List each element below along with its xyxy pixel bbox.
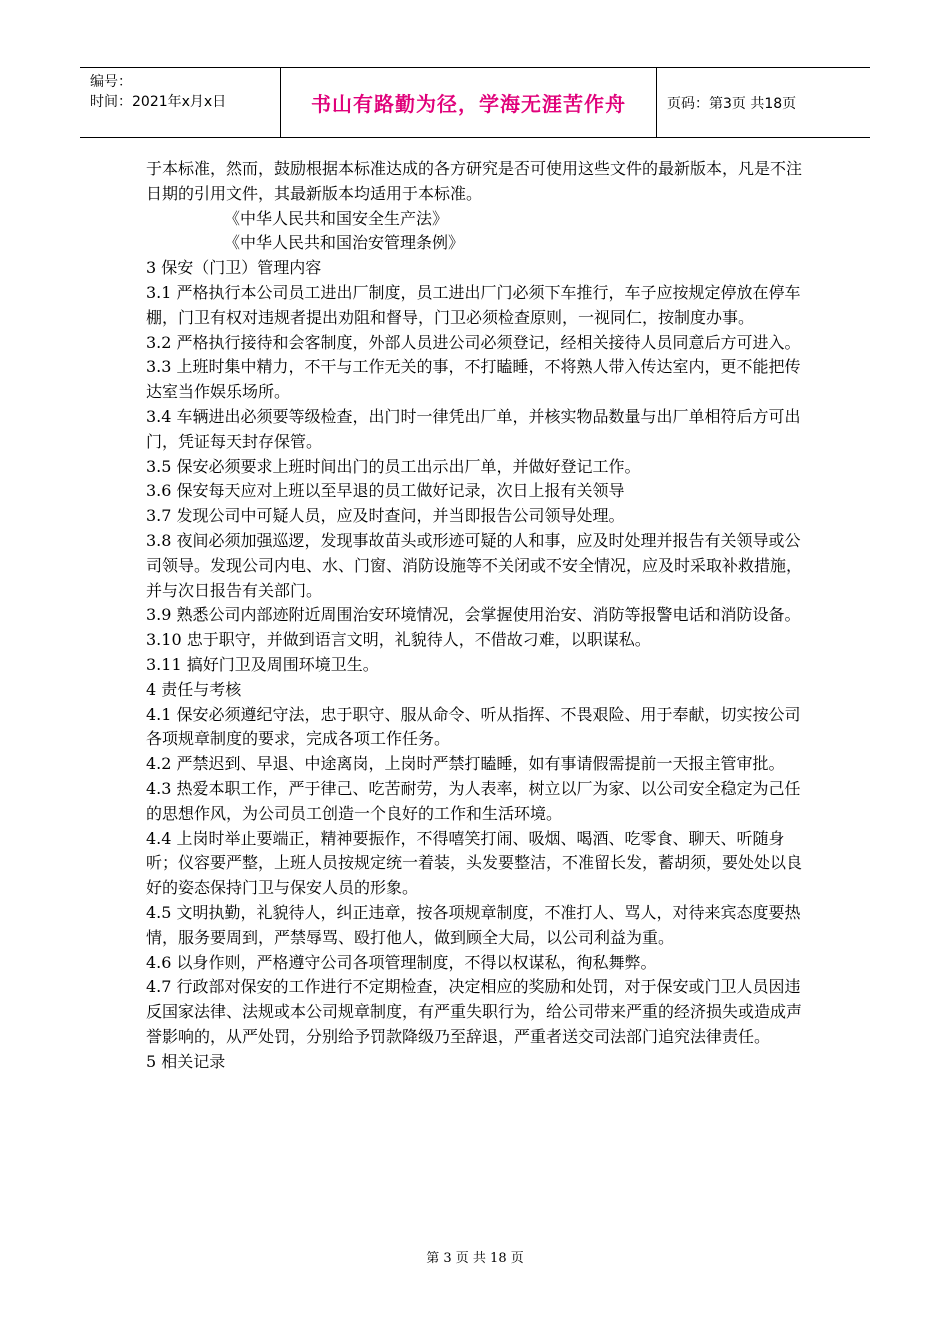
- reference-law-title: 《中华人民共和国安全生产法》: [224, 208, 449, 228]
- header-page-cell: [657, 68, 870, 137]
- clause: 3.10 忠于职守，并做到语言文明，礼貌待人，不借故刁难，以职谋私。: [146, 630, 651, 650]
- section-heading: 5 相关记录: [146, 1051, 226, 1071]
- clause: 3.4 车辆进出必须要等级检查，出门时一律凭出厂单，并核实物品数量与出厂单相符后方可出门，凭证每天封存保管。: [146, 406, 801, 451]
- clause: 4.7 行政部对保安的工作进行不定期检查，决定相应的奖励和处罚，对于保安或门卫人员因违反国家法律、法规或本公司规章制度，有严重失职行为，给公司带来严重的经济损失或造成声誉影响的，从严处罚，分别给予罚款降级乃至辞退，严重者送交司法部门追究法律责任。: [146, 977, 803, 1046]
- clause: 4.1 保安必须遵纪守法，忠于职守、服从命令、听从指挥、不畏艰险、用于奉献，切实按公司各项规章制度的要求，完成各项工作任务。: [146, 704, 801, 749]
- header-motto-cell: [280, 68, 657, 137]
- page-header: [80, 67, 870, 138]
- document-time-label: 时间：2021年x月x日: [90, 94, 227, 110]
- section-heading: 4 责任与考核: [146, 679, 242, 699]
- clause: 3.8 夜间必须加强巡逻，发现事故苗头或形迹可疑的人和事，应及时处理并报告有关领导或公司领导。发现公司内电、水、门窗、消防设施等不关闭或不安全情况，应及时采取补救措施，并与次日报告有关部门。: [146, 530, 803, 600]
- paragraph: 于本标准，然而，鼓励根据本标准达成的各方研究是否可使用这些文件的最新版本，凡是不注日期的引用文件，其最新版本均适用于本标准。: [146, 159, 803, 203]
- reference-regulation-title: 《中华人民共和国治安管理条例》: [224, 233, 465, 253]
- clause: 3.6 保安每天应对上班以至早退的员工做好记录，次日上报有关领导: [146, 481, 625, 501]
- clause: 4.2 严禁迟到、早退、中途离岗，上岗时严禁打瞌睡，如有事请假需提前一天报主管审批。: [146, 754, 785, 774]
- clause: 3.2 严格执行接待和会客制度，外部人员进公司必须登记，经相关接待人员同意后方可进入。: [146, 332, 801, 352]
- clause: 4.6 以身作则，严格遵守公司各项管理制度，不得以权谋私，徇私舞弊。: [146, 952, 657, 972]
- clause: 3.7 发现公司中可疑人员，应及时查问，并当即报告公司领导处理。: [146, 506, 625, 526]
- clause: 4.5 文明执勤，礼貌待人，纠正违章，按各项规章制度，不准打人、骂人，对待来宾态度要热情，服务要周到，严禁辱骂、殴打他人，做到顾全大局，以公司利益为重。: [146, 902, 801, 947]
- header-meta: [80, 68, 280, 137]
- clause: 3.9 熟悉公司内部迹附近周围治安环境情况，会掌握使用治安、消防等报警电话和消防设备。: [146, 605, 801, 625]
- section-heading: 3 保安（门卫）管理内容: [146, 258, 322, 278]
- clause: 4.4 上岗时举止要端正，精神要振作，不得嘻笑打闹、吸烟、喝酒、吃零食、聊天、听随身听；仪容要严整，上班人员按规定统一着装，头发要整洁，不准留长发，蓄胡须，要处处以良好的姿态保持门卫与保安人员的形象。: [146, 828, 803, 898]
- clause: 4.3 热爱本职工作，严于律己、吃苦耐劳，为人表率，树立以厂为家、以公司安全稳定为己任的思想作风，为公司员工创造一个良好的工作和生活环境。: [146, 778, 801, 823]
- header-motto: 书山有路勤为径，学海无涯苦作舟: [311, 92, 626, 116]
- clause: 3.5 保安必须要求上班时间出门的员工出示出厂单，并做好登记工作。: [146, 456, 641, 476]
- clause: 3.1 严格执行本公司员工进出厂制度，员工进出厂门必须下车推行，车子应按规定停放在停车棚，门卫有权对违规者提出劝阻和督导，门卫必须检查原则，一视同仁，按制度办事。: [146, 282, 801, 327]
- clause: 3.11 搞好门卫及周围环境卫生。: [146, 654, 379, 674]
- document-number-label: 编号：: [90, 74, 132, 90]
- document-body: [146, 157, 806, 1074]
- header-page-number: 页码：第3页 共18页: [667, 95, 797, 112]
- page-footer: [0, 1247, 950, 1266]
- footer-page-number: 第 3 页 共 18 页: [426, 1251, 524, 1266]
- clause: 3.3 上班时集中精力，不干与工作无关的事，不打瞌睡，不将熟人带入传达室内，更不能把传达室当作娱乐场所。: [146, 357, 801, 402]
